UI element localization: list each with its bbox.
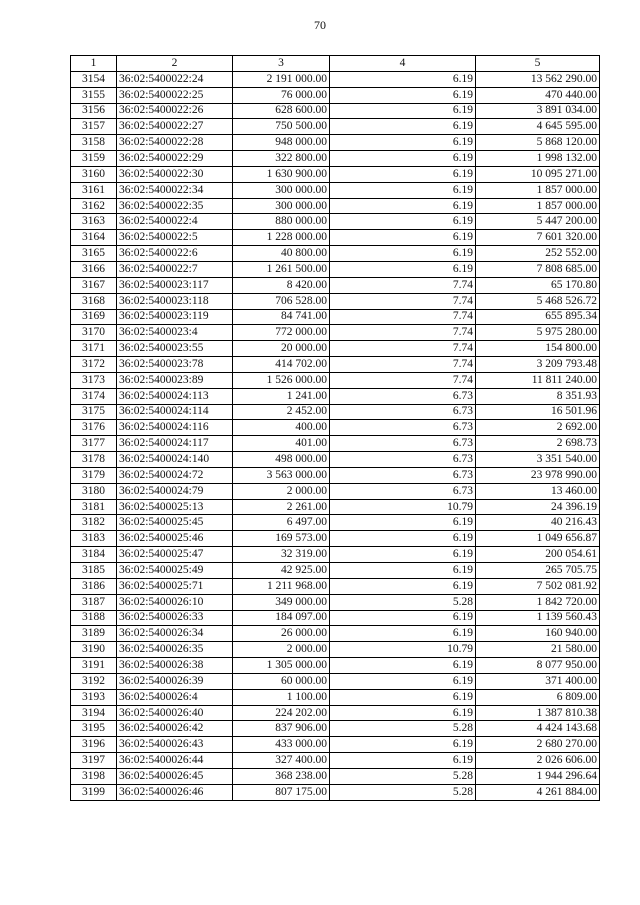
value-cell: 401.00 [233, 436, 330, 452]
value-cell: 2 261.00 [233, 499, 330, 515]
cadastral-number-cell: 36:02:5400025:46 [117, 531, 233, 547]
total-cell: 7 502 081.92 [476, 578, 600, 594]
total-cell: 24 396.19 [476, 499, 600, 515]
value-cell: 880 000.00 [233, 214, 330, 230]
total-cell: 4 424 143.68 [476, 721, 600, 737]
total-cell: 2 698.73 [476, 436, 600, 452]
table-row [71, 293, 600, 309]
cadastral-number-cell: 36:02:5400022:25 [117, 87, 233, 103]
cadastral-number-cell: 36:02:5400023:118 [117, 293, 233, 309]
table-row [71, 642, 600, 658]
row-number-cell: 3158 [71, 135, 117, 151]
table-row [71, 71, 600, 87]
table-row [71, 452, 600, 468]
table-row [71, 626, 600, 642]
rate-cell: 6.73 [330, 483, 476, 499]
table-row [71, 230, 600, 246]
table-row [71, 420, 600, 436]
rate-cell: 6.19 [330, 673, 476, 689]
value-cell: 1 211 968.00 [233, 578, 330, 594]
row-number-cell: 3172 [71, 357, 117, 373]
total-cell: 154 800.00 [476, 341, 600, 357]
rate-cell: 7.74 [330, 341, 476, 357]
row-number-cell: 3196 [71, 737, 117, 753]
row-number-cell: 3168 [71, 293, 117, 309]
cadastral-number-cell: 36:02:5400022:35 [117, 198, 233, 214]
value-cell: 184 097.00 [233, 610, 330, 626]
rate-cell: 6.19 [330, 261, 476, 277]
rate-cell: 6.19 [330, 198, 476, 214]
table-row [71, 214, 600, 230]
total-cell: 1 944 296.64 [476, 768, 600, 784]
rate-cell: 6.73 [330, 452, 476, 468]
row-number-cell: 3197 [71, 753, 117, 769]
table-row [71, 372, 600, 388]
rate-cell: 6.19 [330, 246, 476, 262]
cadastral-number-cell: 36:02:5400026:33 [117, 610, 233, 626]
column-header: 1 [71, 56, 117, 72]
value-cell: 1 241.00 [233, 388, 330, 404]
cadastral-number-cell: 36:02:5400025:71 [117, 578, 233, 594]
rate-cell: 7.74 [330, 357, 476, 373]
table-row [71, 483, 600, 499]
total-cell: 8 077 950.00 [476, 658, 600, 674]
rate-cell: 6.19 [330, 563, 476, 579]
value-cell: 349 000.00 [233, 594, 330, 610]
table-row [71, 246, 600, 262]
table-row [71, 182, 600, 198]
row-number-cell: 3164 [71, 230, 117, 246]
table-row [71, 467, 600, 483]
cadastral-number-cell: 36:02:5400026:44 [117, 753, 233, 769]
row-number-cell: 3199 [71, 784, 117, 800]
table-row [71, 198, 600, 214]
table-row [71, 768, 600, 784]
total-cell: 252 552.00 [476, 246, 600, 262]
total-cell: 7 808 685.00 [476, 261, 600, 277]
row-number-cell: 3165 [71, 246, 117, 262]
total-cell: 2 692.00 [476, 420, 600, 436]
row-number-cell: 3189 [71, 626, 117, 642]
value-cell: 948 000.00 [233, 135, 330, 151]
rate-cell: 10.79 [330, 499, 476, 515]
value-cell: 26 000.00 [233, 626, 330, 642]
row-number-cell: 3175 [71, 404, 117, 420]
cadastral-number-cell: 36:02:5400026:46 [117, 784, 233, 800]
value-cell: 76 000.00 [233, 87, 330, 103]
row-number-cell: 3169 [71, 309, 117, 325]
cadastral-number-cell: 36:02:5400023:55 [117, 341, 233, 357]
rate-cell: 6.19 [330, 689, 476, 705]
row-number-cell: 3198 [71, 768, 117, 784]
row-number-cell: 3157 [71, 119, 117, 135]
total-cell: 5 447 200.00 [476, 214, 600, 230]
total-cell: 3 351 540.00 [476, 452, 600, 468]
table-row [71, 705, 600, 721]
total-cell: 1 139 560.43 [476, 610, 600, 626]
row-number-cell: 3185 [71, 563, 117, 579]
cadastral-number-cell: 36:02:5400024:140 [117, 452, 233, 468]
rate-cell: 6.73 [330, 467, 476, 483]
rate-cell: 6.19 [330, 658, 476, 674]
table-row [71, 547, 600, 563]
rate-cell: 6.19 [330, 753, 476, 769]
value-cell: 1 305 000.00 [233, 658, 330, 674]
table-row [71, 119, 600, 135]
table-row [71, 277, 600, 293]
cadastral-number-cell: 36:02:5400022:26 [117, 103, 233, 119]
total-cell: 23 978 990.00 [476, 467, 600, 483]
rate-cell: 6.73 [330, 420, 476, 436]
total-cell: 371 400.00 [476, 673, 600, 689]
cadastral-number-cell: 36:02:5400026:39 [117, 673, 233, 689]
cadastral-number-cell: 36:02:5400024:113 [117, 388, 233, 404]
cadastral-number-cell: 36:02:5400022:34 [117, 182, 233, 198]
row-number-cell: 3180 [71, 483, 117, 499]
value-cell: 1 100.00 [233, 689, 330, 705]
rate-cell: 5.28 [330, 768, 476, 784]
row-number-cell: 3181 [71, 499, 117, 515]
rate-cell: 6.73 [330, 388, 476, 404]
column-header: 2 [117, 56, 233, 72]
value-cell: 2 452.00 [233, 404, 330, 420]
total-cell: 11 811 240.00 [476, 372, 600, 388]
value-cell: 84 741.00 [233, 309, 330, 325]
total-cell: 470 440.00 [476, 87, 600, 103]
cadastral-number-cell: 36:02:5400023:119 [117, 309, 233, 325]
total-cell: 200 054.61 [476, 547, 600, 563]
value-cell: 32 319.00 [233, 547, 330, 563]
row-number-cell: 3156 [71, 103, 117, 119]
cadastral-number-cell: 36:02:5400022:7 [117, 261, 233, 277]
total-cell: 10 095 271.00 [476, 166, 600, 182]
cadastral-number-cell: 36:02:5400025:49 [117, 563, 233, 579]
cadastral-number-cell: 36:02:5400022:30 [117, 166, 233, 182]
rate-cell: 7.74 [330, 325, 476, 341]
total-cell: 5 868 120.00 [476, 135, 600, 151]
total-cell: 3 891 034.00 [476, 103, 600, 119]
table-row [71, 341, 600, 357]
total-cell: 13 562 290.00 [476, 71, 600, 87]
rate-cell: 6.19 [330, 547, 476, 563]
value-cell: 1 526 000.00 [233, 372, 330, 388]
total-cell: 1 857 000.00 [476, 198, 600, 214]
cadastral-number-cell: 36:02:5400025:13 [117, 499, 233, 515]
row-number-cell: 3167 [71, 277, 117, 293]
table-row [71, 784, 600, 800]
table-row [71, 404, 600, 420]
value-cell: 837 906.00 [233, 721, 330, 737]
cadastral-number-cell: 36:02:5400022:24 [117, 71, 233, 87]
value-cell: 40 800.00 [233, 246, 330, 262]
total-cell: 1 049 656.87 [476, 531, 600, 547]
value-cell: 2 000.00 [233, 483, 330, 499]
value-cell: 400.00 [233, 420, 330, 436]
row-number-cell: 3195 [71, 721, 117, 737]
row-number-cell: 3154 [71, 71, 117, 87]
total-cell: 4 261 884.00 [476, 784, 600, 800]
row-number-cell: 3155 [71, 87, 117, 103]
cadastral-number-cell: 36:02:5400026:42 [117, 721, 233, 737]
rate-cell: 6.19 [330, 705, 476, 721]
value-cell: 300 000.00 [233, 182, 330, 198]
value-cell: 2 000.00 [233, 642, 330, 658]
cadastral-number-cell: 36:02:5400026:45 [117, 768, 233, 784]
rate-cell: 6.19 [330, 531, 476, 547]
value-cell: 433 000.00 [233, 737, 330, 753]
row-number-cell: 3184 [71, 547, 117, 563]
value-cell: 1 228 000.00 [233, 230, 330, 246]
value-cell: 20 000.00 [233, 341, 330, 357]
value-cell: 3 563 000.00 [233, 467, 330, 483]
total-cell: 5 975 280.00 [476, 325, 600, 341]
value-cell: 60 000.00 [233, 673, 330, 689]
cadastral-number-cell: 36:02:5400026:40 [117, 705, 233, 721]
rate-cell: 6.19 [330, 737, 476, 753]
table-row [71, 261, 600, 277]
table-row [71, 436, 600, 452]
table-row [71, 87, 600, 103]
cadastral-number-cell: 36:02:5400026:4 [117, 689, 233, 705]
row-number-cell: 3182 [71, 515, 117, 531]
cadastral-number-cell: 36:02:5400022:27 [117, 119, 233, 135]
rate-cell: 6.19 [330, 135, 476, 151]
rate-cell: 6.19 [330, 214, 476, 230]
row-number-cell: 3176 [71, 420, 117, 436]
column-header: 4 [330, 56, 476, 72]
total-cell: 65 170.80 [476, 277, 600, 293]
row-number-cell: 3170 [71, 325, 117, 341]
total-cell: 3 209 793.48 [476, 357, 600, 373]
total-cell: 13 460.00 [476, 483, 600, 499]
table-row [71, 610, 600, 626]
table-row [71, 388, 600, 404]
data-table [70, 55, 600, 801]
table-row [71, 325, 600, 341]
row-number-cell: 3166 [71, 261, 117, 277]
cadastral-number-cell: 36:02:5400026:34 [117, 626, 233, 642]
table-row [71, 689, 600, 705]
rate-cell: 6.19 [330, 87, 476, 103]
row-number-cell: 3177 [71, 436, 117, 452]
table-header-row [71, 56, 600, 72]
cadastral-number-cell: 36:02:5400026:10 [117, 594, 233, 610]
row-number-cell: 3194 [71, 705, 117, 721]
table-row [71, 673, 600, 689]
table-row [71, 515, 600, 531]
column-header: 3 [233, 56, 330, 72]
value-cell: 414 702.00 [233, 357, 330, 373]
total-cell: 2 680 270.00 [476, 737, 600, 753]
cadastral-number-cell: 36:02:5400022:6 [117, 246, 233, 262]
cadastral-number-cell: 36:02:5400024:79 [117, 483, 233, 499]
row-number-cell: 3187 [71, 594, 117, 610]
table-row [71, 166, 600, 182]
value-cell: 42 925.00 [233, 563, 330, 579]
total-cell: 160 940.00 [476, 626, 600, 642]
cadastral-number-cell: 36:02:5400026:43 [117, 737, 233, 753]
rate-cell: 6.19 [330, 103, 476, 119]
value-cell: 2 191 000.00 [233, 71, 330, 87]
rate-cell: 6.19 [330, 230, 476, 246]
total-cell: 8 351.93 [476, 388, 600, 404]
table-row [71, 309, 600, 325]
value-cell: 368 238.00 [233, 768, 330, 784]
cadastral-number-cell: 36:02:5400024:114 [117, 404, 233, 420]
rate-cell: 6.73 [330, 404, 476, 420]
row-number-cell: 3188 [71, 610, 117, 626]
table-row [71, 499, 600, 515]
cadastral-number-cell: 36:02:5400023:78 [117, 357, 233, 373]
table-row [71, 531, 600, 547]
total-cell: 4 645 595.00 [476, 119, 600, 135]
rate-cell: 6.19 [330, 610, 476, 626]
cadastral-number-cell: 36:02:5400025:45 [117, 515, 233, 531]
value-cell: 322 800.00 [233, 151, 330, 167]
row-number-cell: 3160 [71, 166, 117, 182]
table-row [71, 103, 600, 119]
row-number-cell: 3162 [71, 198, 117, 214]
total-cell: 40 216.43 [476, 515, 600, 531]
total-cell: 1 857 000.00 [476, 182, 600, 198]
table-body [71, 71, 600, 800]
row-number-cell: 3174 [71, 388, 117, 404]
total-cell: 16 501.96 [476, 404, 600, 420]
column-header: 5 [476, 56, 600, 72]
value-cell: 498 000.00 [233, 452, 330, 468]
table-row [71, 151, 600, 167]
table-row [71, 721, 600, 737]
cadastral-number-cell: 36:02:5400022:29 [117, 151, 233, 167]
row-number-cell: 3161 [71, 182, 117, 198]
rate-cell: 6.73 [330, 436, 476, 452]
cadastral-number-cell: 36:02:5400022:28 [117, 135, 233, 151]
row-number-cell: 3179 [71, 467, 117, 483]
rate-cell: 7.74 [330, 293, 476, 309]
cadastral-number-cell: 36:02:5400025:47 [117, 547, 233, 563]
total-cell: 1 998 132.00 [476, 151, 600, 167]
value-cell: 224 202.00 [233, 705, 330, 721]
rate-cell: 7.74 [330, 277, 476, 293]
value-cell: 628 600.00 [233, 103, 330, 119]
rate-cell: 5.28 [330, 721, 476, 737]
row-number-cell: 3193 [71, 689, 117, 705]
table-row [71, 737, 600, 753]
value-cell: 1 630 900.00 [233, 166, 330, 182]
cadastral-number-cell: 36:02:5400023:89 [117, 372, 233, 388]
rate-cell: 6.19 [330, 151, 476, 167]
row-number-cell: 3163 [71, 214, 117, 230]
cadastral-number-cell: 36:02:5400022:4 [117, 214, 233, 230]
table-row [71, 135, 600, 151]
rate-cell: 6.19 [330, 515, 476, 531]
cadastral-number-cell: 36:02:5400026:35 [117, 642, 233, 658]
rate-cell: 6.19 [330, 71, 476, 87]
value-cell: 6 497.00 [233, 515, 330, 531]
total-cell: 6 809.00 [476, 689, 600, 705]
row-number-cell: 3171 [71, 341, 117, 357]
row-number-cell: 3173 [71, 372, 117, 388]
rate-cell: 7.74 [330, 309, 476, 325]
rate-cell: 6.19 [330, 182, 476, 198]
rate-cell: 7.74 [330, 372, 476, 388]
rate-cell: 6.19 [330, 626, 476, 642]
total-cell: 1 842 720.00 [476, 594, 600, 610]
value-cell: 300 000.00 [233, 198, 330, 214]
row-number-cell: 3190 [71, 642, 117, 658]
table-row [71, 357, 600, 373]
cadastral-number-cell: 36:02:5400024:116 [117, 420, 233, 436]
total-cell: 21 580.00 [476, 642, 600, 658]
table-row [71, 563, 600, 579]
row-number-cell: 3159 [71, 151, 117, 167]
cadastral-number-cell: 36:02:5400024:72 [117, 467, 233, 483]
value-cell: 1 261 500.00 [233, 261, 330, 277]
total-cell: 5 468 526.72 [476, 293, 600, 309]
total-cell: 2 026 606.00 [476, 753, 600, 769]
rate-cell: 6.19 [330, 578, 476, 594]
total-cell: 265 705.75 [476, 563, 600, 579]
table-row [71, 578, 600, 594]
value-cell: 750 500.00 [233, 119, 330, 135]
table-row [71, 594, 600, 610]
rate-cell: 10.79 [330, 642, 476, 658]
value-cell: 706 528.00 [233, 293, 330, 309]
value-cell: 807 175.00 [233, 784, 330, 800]
row-number-cell: 3192 [71, 673, 117, 689]
total-cell: 655 895.34 [476, 309, 600, 325]
row-number-cell: 3191 [71, 658, 117, 674]
table-row [71, 658, 600, 674]
row-number-cell: 3186 [71, 578, 117, 594]
value-cell: 327 400.00 [233, 753, 330, 769]
rate-cell: 6.19 [330, 119, 476, 135]
cadastral-number-cell: 36:02:5400024:117 [117, 436, 233, 452]
total-cell: 1 387 810.38 [476, 705, 600, 721]
value-cell: 8 420.00 [233, 277, 330, 293]
rate-cell: 5.28 [330, 784, 476, 800]
total-cell: 7 601 320.00 [476, 230, 600, 246]
row-number-cell: 3178 [71, 452, 117, 468]
row-number-cell: 3183 [71, 531, 117, 547]
value-cell: 169 573.00 [233, 531, 330, 547]
cadastral-number-cell: 36:02:5400026:38 [117, 658, 233, 674]
value-cell: 772 000.00 [233, 325, 330, 341]
rate-cell: 6.19 [330, 166, 476, 182]
cadastral-number-cell: 36:02:5400022:5 [117, 230, 233, 246]
page-number: 70 [314, 18, 326, 32]
table-row [71, 753, 600, 769]
rate-cell: 5.28 [330, 594, 476, 610]
cadastral-number-cell: 36:02:5400023:117 [117, 277, 233, 293]
cadastral-number-cell: 36:02:5400023:4 [117, 325, 233, 341]
